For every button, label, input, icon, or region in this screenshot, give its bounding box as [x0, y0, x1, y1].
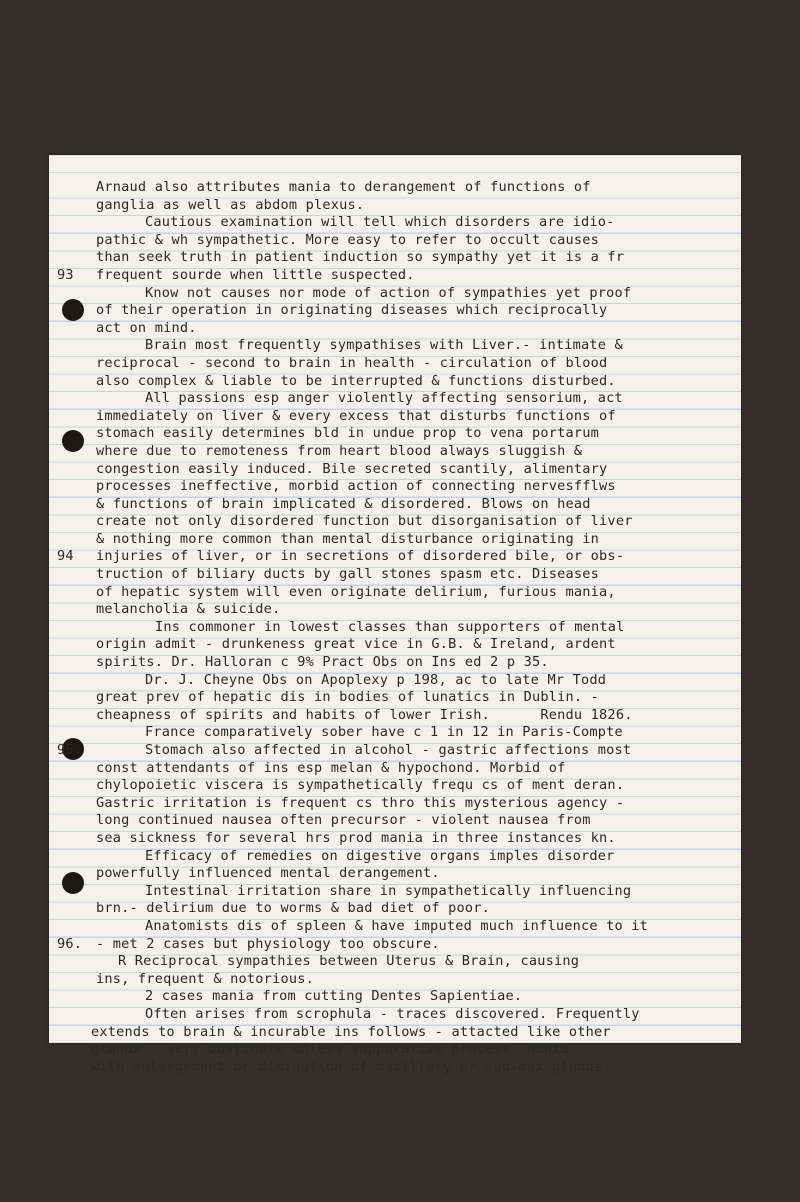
text-line: long continued nausea often precursor - violent nausea from — [96, 812, 591, 829]
text-line: Cautious examination will tell which disorders are idio- — [145, 214, 615, 231]
text-line: & nothing more common than mental disturbance originating in — [96, 530, 600, 547]
text-line: congestion easily induced. Bile secreted scantily, alimentary — [96, 460, 608, 477]
text-line: All passions esp anger violently affecting sensorium, act — [145, 390, 623, 407]
margin-page-number: 96. — [57, 935, 83, 952]
text-line: origin admit - drunkeness great vice in G.B. & Ireland, ardent — [96, 636, 616, 653]
text-line: ins, frequent & notorious. — [96, 970, 314, 987]
text-line: of hepatic system will even originate delirium, furious mania, — [96, 583, 616, 600]
text-line: 94 injuries of liver, or in secretions of disordered bile, or obs- — [57, 548, 625, 565]
margin-page-number: 94 — [57, 548, 74, 565]
text-line: pathic & wh sympathetic. More easy to refer to occult causes — [96, 231, 600, 248]
text-line: 93 frequent sourde when little suspected. — [57, 266, 415, 283]
text-line: great prev of hepatic dis in bodies of lunatics in Dublin. - — [96, 689, 600, 706]
text-line: spirits. Dr. Halloran c 9% Pract Obs on Ins ed 2 p 35. — [96, 654, 549, 671]
text-line: also complex & liable to be interrupted & functions disturbed. — [96, 372, 616, 389]
text-line: processes ineffective, morbid action of connecting nervesfflws — [96, 478, 616, 495]
text-line: 2 cases mania from cutting Dentes Sapientiae. — [145, 988, 523, 1005]
text-line: where due to remoteness from heart blood always sluggish & — [96, 442, 583, 459]
text-line: sea sickness for several hrs prod mania in three instances kn. — [96, 829, 616, 846]
text-line: glands - very obstinate unless suppurative process. Mania — [91, 1041, 569, 1058]
text-line: 95. Stomach also affected in alcohol - gastric affections most — [57, 742, 632, 758]
text-line: extends to brain & incurable ins follows - attacted like other — [91, 1023, 611, 1040]
text-line: with enlargement or diminution of maxillary or sub-max glands. — [91, 1058, 611, 1075]
text-line: truction of biliary ducts by gall stones spasm etc. Diseases — [96, 566, 600, 583]
text-line: chylopoietic viscera is sympathetically frequ cs of ment deran. — [96, 777, 625, 794]
manuscript-page — [49, 155, 741, 1075]
text-line: powerfully influenced mental derangement. — [96, 865, 440, 882]
text-line: Gastric irritation is frequent cs thro this mysterious agency - — [96, 794, 625, 811]
text-line: Know not causes nor mode of action of sympathies yet proof — [145, 284, 632, 301]
text-line: brn.- delirium due to worms & bad diet of poor. — [96, 900, 491, 917]
text-line: create not only disordered function but disorganisation of liver — [96, 513, 633, 530]
text-line: const attendants of ins esp melan & hypochond. Morbid of — [96, 759, 566, 776]
typed-text-body — [49, 179, 741, 1076]
text-line: R Reciprocal sympathies between Uterus & Brain, causing — [118, 953, 580, 970]
text-line: Efficacy of remedies on digestive organs imples disorder — [145, 847, 615, 864]
text-line: France comparatively sober have c 1 in 12 in Paris-Compte — [145, 724, 623, 741]
text-line: stomach easily determines bld in undue prop to vena portarum — [96, 425, 600, 442]
text-line: Dr. J. Cheyne Obs on Apoplexy p 198, ac to late Mr Todd — [145, 671, 607, 688]
text-line: 96. - met 2 cases but physiology too obscure. — [57, 935, 440, 952]
text-line: immediately on liver & every excess that disturbs functions of — [96, 407, 616, 424]
text-line: & functions of brain implicated & disordered. Blows on head — [96, 495, 591, 512]
text-line: Ins commoner in lowest classes than supporters of mental — [155, 618, 625, 635]
margin-page-number: 95. — [57, 742, 83, 758]
text-line: melancholia & suicide. — [96, 601, 281, 618]
text-line: of their operation in originating diseases which reciprocally — [96, 302, 608, 319]
text-line: reciprocal - second to brain in health - circulation of blood — [96, 354, 608, 371]
text-line: than seek truth in patient induction so sympathy yet it is a fr — [96, 249, 625, 266]
text-line: Often arises from scrophula - traces discovered. Frequently — [145, 1005, 640, 1022]
text-line: act on mind. — [96, 319, 197, 336]
text-line: Anatomists dis of spleen & have imputed much influence to it — [145, 917, 649, 934]
text-line: Brain most frequently sympathises with Liver.- intimate & — [145, 337, 623, 354]
text-line: Arnaud also attributes mania to derangement of functions of — [96, 179, 591, 195]
text-line: cheapness of spirits and habits of lower Irish. Rendu 1826. — [96, 706, 633, 723]
text-line: ganglia as well as abdom plexus. — [96, 196, 365, 213]
margin-page-number: 93 — [57, 266, 74, 283]
text-line: Intestinal irritation share in sympathetically influencing — [145, 882, 632, 899]
